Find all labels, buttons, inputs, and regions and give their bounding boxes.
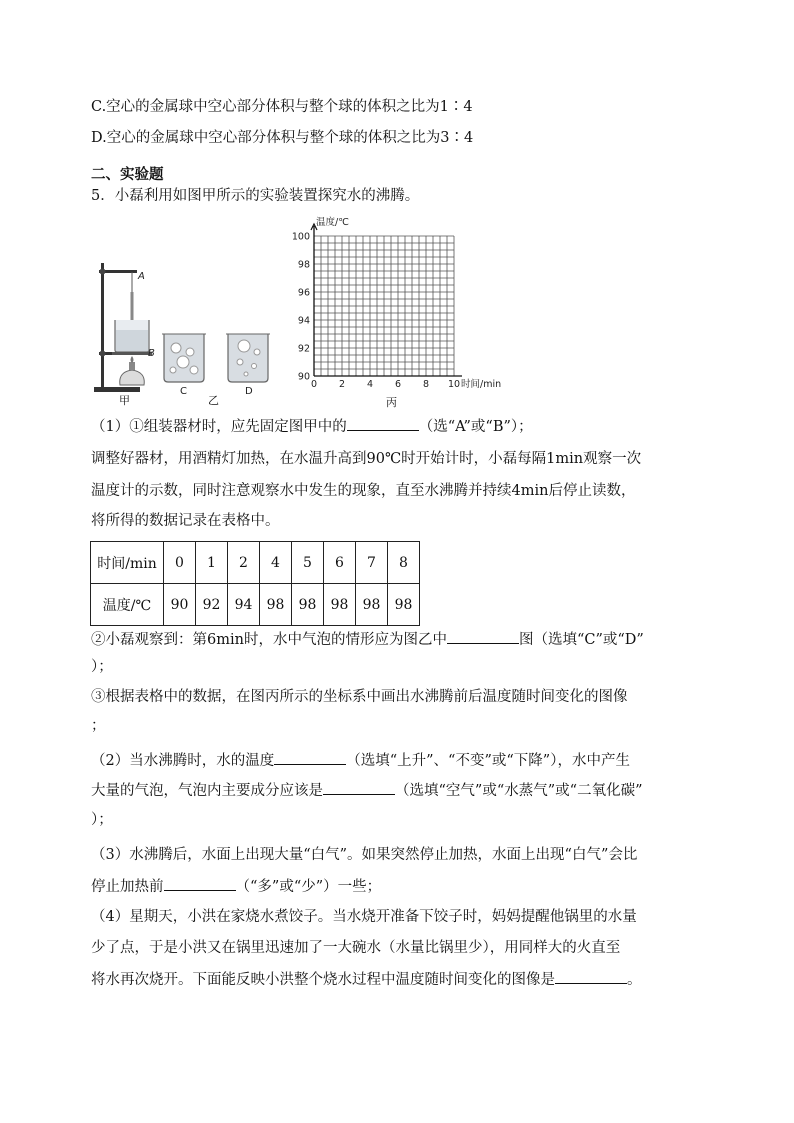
option-c: C.空心的金属球中空心部分体积与整个球的体积之比为1∶4 <box>91 99 473 115</box>
data-table <box>90 541 420 626</box>
section-heading: 二、实验题 <box>91 167 164 183</box>
part1-line1-a: （1）①组装器材时，应先固定图甲中的 <box>91 419 347 435</box>
part1-line4: 将所得的数据记录在表格中。 <box>91 513 280 529</box>
table-cell: 98 <box>292 584 324 626</box>
x-tick-label: 4 <box>366 379 374 390</box>
figure-jia <box>92 258 162 408</box>
label-a: A <box>138 271 145 282</box>
table-cell: 8 <box>388 542 420 584</box>
part3-line2 <box>91 876 381 897</box>
x-tick-label: 10 <box>447 379 461 390</box>
part2-l2-b: （选填“空气”或“水蒸气”或“二氧化碳” <box>395 783 643 799</box>
part4-line2: 少了点，于是小洪又在锅里迅速加了一大碗水（水量比锅里少），用同样大的火直至 <box>91 940 621 956</box>
part2-l1-b: （选填“上升”、“不变”或“下降”），水中产生 <box>346 753 630 769</box>
table-cell: 94 <box>228 584 260 626</box>
part2-line2 <box>91 780 642 801</box>
stand-base <box>94 387 140 392</box>
part4-l3-a: 将水再次烧开。下面能反映小洪整个烧水过程中温度随时间变化的图像是 <box>91 972 555 988</box>
label-jia: 甲 <box>119 394 130 407</box>
part1-q2-c: ）； <box>91 659 113 675</box>
x-tick-label: 6 <box>394 379 402 390</box>
part4-line3 <box>91 969 642 990</box>
part1-line1 <box>91 416 533 437</box>
part1-q2-line <box>91 629 644 650</box>
x-tick-label: 8 <box>422 379 430 390</box>
table-cell: 1 <box>196 542 228 584</box>
part2-line1 <box>91 750 630 771</box>
label-c: C <box>180 386 187 397</box>
y-tick-label: 100 <box>291 231 310 243</box>
part1-q3-a: ③根据表格中的数据，在图丙所示的坐标系中画出水沸腾前后温度随时间变化的图像 <box>91 689 628 705</box>
label-yi: 乙 <box>208 394 219 407</box>
table-row-time <box>91 542 420 584</box>
part4-line1: （4）星期天，小洪在家烧水煮饺子。当水烧开准备下饺子时，妈妈提醒他锅里的水量 <box>91 909 637 925</box>
part2-line3: ）； <box>91 812 113 828</box>
answer-blank-2[interactable] <box>447 629 519 644</box>
table-cell: 7 <box>356 542 388 584</box>
table-cell: 98 <box>260 584 292 626</box>
table-cell: 90 <box>164 584 196 626</box>
answer-blank-1[interactable] <box>347 416 419 431</box>
part3-l2-a: 停止加热前 <box>91 879 164 895</box>
answer-blank-4[interactable] <box>323 780 395 795</box>
figure-yi <box>158 328 278 398</box>
table-cell: 92 <box>196 584 228 626</box>
option-d: D.空心的金属球中空心部分体积与整个球的体积之比为3∶4 <box>91 130 474 146</box>
y-tick-label: 96 <box>297 287 310 299</box>
answer-blank-6[interactable] <box>555 969 627 984</box>
figure-bing-chart <box>290 212 520 412</box>
x-tick-label: 2 <box>338 379 346 390</box>
y-tick-label: 90 <box>297 371 310 383</box>
alcohol-lamp <box>120 370 145 385</box>
answer-blank-3[interactable] <box>274 750 346 765</box>
answer-blank-5[interactable] <box>164 876 236 891</box>
part1-q3-b: ； <box>91 718 106 734</box>
part1-q2-b: 图（选填“C”或“D” <box>518 632 644 648</box>
y-tick-label: 92 <box>297 343 310 355</box>
part1-line1-b: （选“A”或“B”）； <box>418 419 533 435</box>
y-tick-label: 98 <box>297 259 310 271</box>
part2-l1-a: （2）当水沸腾时，水的温度 <box>91 753 275 769</box>
table-cell: 98 <box>324 584 356 626</box>
beaker-d <box>226 334 270 382</box>
table-cell: 2 <box>228 542 260 584</box>
chart-xlabel: 时间/min <box>461 379 502 390</box>
part3-line1: （3）水沸腾后，水面上出现大量“白气”。如果突然停止加热，水面上出现“白气”会比 <box>91 847 638 863</box>
table-cell: 4 <box>260 542 292 584</box>
table-cell: 5 <box>292 542 324 584</box>
table-cell: 98 <box>388 584 420 626</box>
y-tick-label: 94 <box>297 315 310 327</box>
table-header-time: 时间/min <box>91 542 164 584</box>
table-cell: 98 <box>356 584 388 626</box>
chart-ylabel: 温度/℃ <box>316 217 349 228</box>
label-bing: 丙 <box>386 396 397 409</box>
x-tick-label: 0 <box>310 379 318 390</box>
question-stem: 5．小磊利用如图甲所示的实验装置探究水的沸腾。 <box>91 188 420 204</box>
label-d: D <box>245 386 253 397</box>
table-cell: 6 <box>324 542 356 584</box>
table-row-temp <box>91 584 420 626</box>
table-header-temp: 温度/℃ <box>91 584 164 626</box>
table-cell: 0 <box>164 542 196 584</box>
beaker-c <box>162 334 206 382</box>
part1-q2-a: ②小磊观察到：第6min时，水中气泡的情形应为图乙中 <box>91 632 447 648</box>
part1-line3: 温度计的示数，同时注意观察水中发生的现象，直至水沸腾并持续4min后停止读数， <box>91 483 636 499</box>
label-b: B <box>148 348 155 359</box>
part3-l2-b: （“多”或“少”）一些； <box>235 879 382 895</box>
part2-l2-a: 大量的气泡，气泡内主要成分应该是 <box>91 783 323 799</box>
part1-line2: 调整好器材，用酒精灯加热，在水温升高到90℃时开始计时，小磊每隔1min观察一次 <box>91 451 642 467</box>
stand-rod <box>101 263 104 389</box>
part4-l3-b: 。 <box>627 972 642 988</box>
